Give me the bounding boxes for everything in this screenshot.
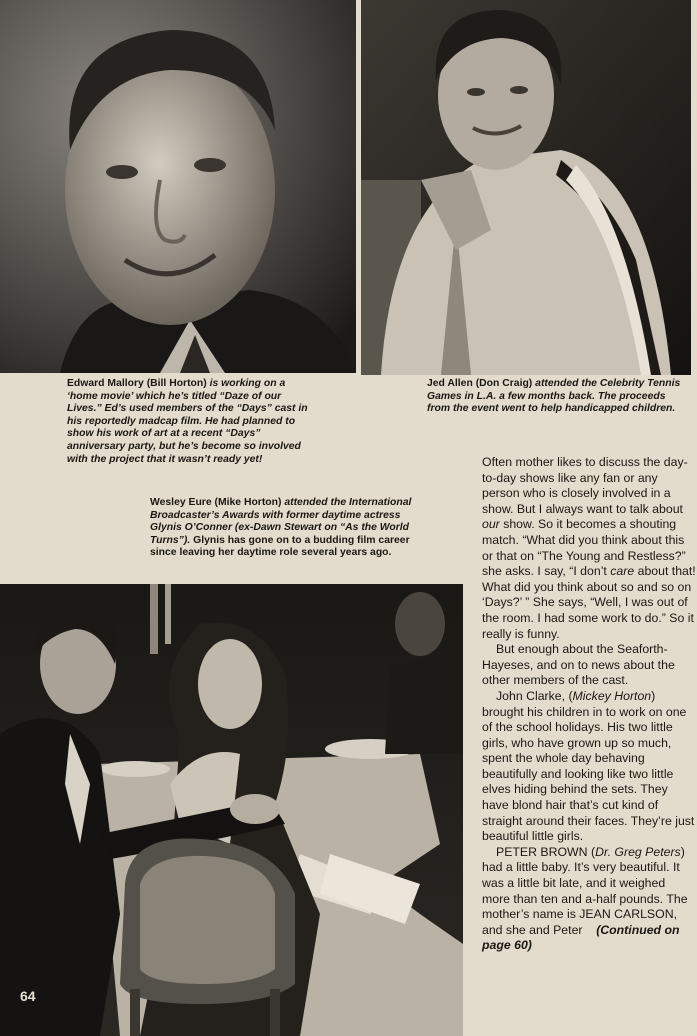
photo-jed-allen — [361, 0, 691, 375]
caption-name: Jed Allen — [427, 378, 473, 389]
article-text: about that! What did you think about so and so on ‘Days?’ ” She says, “Well, I was out of the room. I had some work to do.” So it really is funny. — [482, 564, 696, 641]
caption-text: attended the International Broadcaster’s Awards with former daytime actress Glynis O’Conner (ex-Dawn Stewart on “As the World Turns”). — [150, 497, 412, 546]
article-paragraph-1 — [482, 455, 696, 642]
article-text: PETER BROWN ( — [496, 844, 596, 859]
caption-role: (Mike Horton) — [214, 497, 282, 508]
article-text: ) had a little baby. It’s very beautiful. It was a little bit late, and it weighed more than ten and a-half pounds. The mother’s name is JEAN CARLSON, and she and Peter — [482, 844, 688, 937]
article-text: John Clarke, ( — [496, 688, 573, 703]
caption-jed-allen — [427, 378, 682, 416]
caption-text-2: Glynis has gone on to a budding film career since leaving her daytime role several years ago. — [150, 534, 410, 559]
caption-name: Wesley Eure — [150, 497, 212, 508]
page-number: 64 — [20, 988, 36, 1004]
caption-text: attended the Celebrity Tennis Games in L.A. a few months back. The proceeds from the event went to help handicapped children. — [427, 378, 681, 415]
caption-text: is working on a ‘home movie’ which he’s titled “Daze of our Lives.” Ed’s used members of the “Days” cast in his reportedly madcap film. He had planned to show his work of art at a recent “Days” anniversary party, but he’s become so involved with the project that it wasn’t ready yet! — [67, 378, 308, 465]
article-paragraph-2: But enough about the Seaforth-Hayeses, and on to news about the other members of the cast. — [482, 642, 675, 688]
article-emphasis: Dr. Greg Peters — [595, 844, 681, 859]
article-paragraph-4 — [482, 845, 696, 954]
article-paragraph-3 — [482, 689, 696, 845]
photo-wesley-eure-glynis-oconner — [0, 584, 463, 1036]
article-text: show. So it becomes a shouting match. “What did you think about this or that on “The Young and Restless?” she asks. I say, “I don’t — [482, 517, 686, 579]
continued-notice: (Continued on page 60) — [482, 922, 680, 953]
caption-role: (Don Craig) — [475, 378, 533, 389]
article-text: ) brought his children in to work on one of the school holidays. His two little girls, who have grown up so much, spent the whole day behaving beautifully and looking like two little elves hiding behind the sets. They have blond hair that’s cut kind of straight around their faces. They’re just beautiful little girls. — [482, 688, 695, 844]
caption-role: (Bill Horton) — [146, 378, 207, 389]
article-emphasis: Mickey Horton — [572, 688, 652, 703]
article-column — [482, 455, 696, 954]
article-emphasis: our — [482, 517, 500, 532]
caption-name: Edward Mallory — [67, 378, 144, 389]
photo-edward-mallory — [0, 0, 356, 373]
article-emphasis: care — [610, 564, 635, 579]
caption-edward-mallory — [67, 378, 317, 466]
article-text: Often mother likes to discuss the day-to-day shows like any fan or any person who is closely involved in a show. But I always want to talk about — [482, 455, 688, 516]
caption-wesley-eure — [150, 497, 425, 560]
